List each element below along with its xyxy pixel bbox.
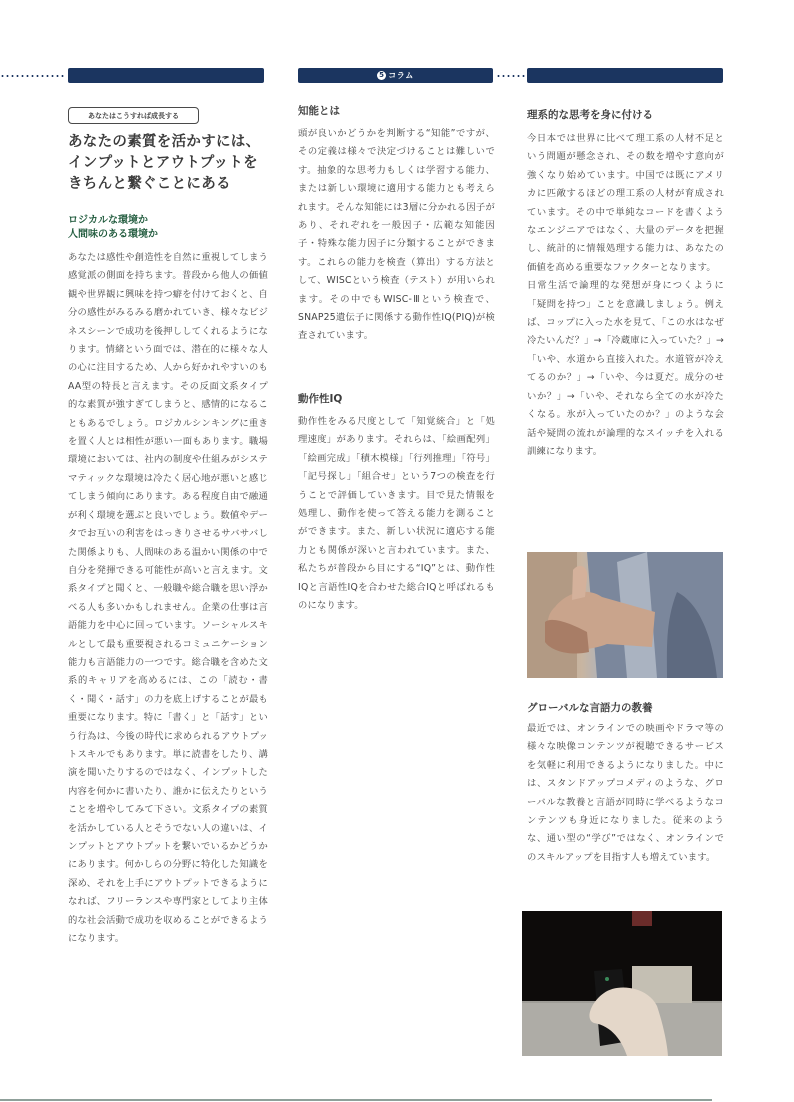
hands-photo-illustration [527,552,723,678]
headline-line: きちんと繋ぐことにある [68,176,231,192]
performance-iq-body-text: 動作性をみる尺度として「知覚統合」と「処理速度」があります。それらは、「絵画配列」「絵画完成」「積木模様」「行列推理」「符号」「記号探し」「組合せ」という7つの検査を行うことで評価していきます。目で見た情報を処理し、動作を使って答える能力を測ることができます。また、新しい状況に適応する能力とも関係が深いと言われています。また、私たちが普段から目にする“IQ”とは、動作性IQと言語性IQを合わせた総合IQと呼ばれるものになります。 [298,416,495,612]
header-bar-left [68,68,264,83]
heading-global-language: グローバルな言語力の教養 [527,702,653,714]
section-tag: あなたはこうすれば成長する [68,107,199,124]
science-thinking-paragraph: 今日本では世界に比べて理工系の人材不足という問題が懸念され、その数を増やす意向が強くなり始めています。中国では既にアメリカに匹敵するほどの理工系の人材が育成されています。その中で単純なコードを書くようなエンジニアではなく、大量のデータを把握し、統計的に情報処理する能力は、あなたの価値を高める重要なファクターとなります。 [527,133,724,273]
headline-line: インプットとアウトプットを [68,155,258,171]
header-bar-column [298,68,493,83]
heading-intelligence: 知能とは [298,105,340,117]
science-thinking-body [527,130,724,461]
hands-clasped-photo [527,552,723,678]
headline-line: あなたの素質を活かすには、 [68,134,261,150]
column-label-text: コラム [388,71,414,80]
header-bar-right [527,68,723,83]
science-thinking-paragraph: 日常生活で論理的な発想が身につくように「疑問を持つ」ことを意識しましょう。例えば、コップに入った水を見て、「この水はなぜ冷たいんだ？」→「冷蔵庫に入っていた？」→「いや、水道から直接入れた。水道管が冷えてるのか？」→「いや、今は夏だ。成分のせいか？」→「いや、それなら全ての水が冷たくなる。氷が入っていたのか？」のような会話や疑問の流れが論理的なスイッチを入れる訓練になります。 [527,280,724,457]
headline [68,132,268,195]
left-body-text: あなたは感性や創造性を自然に重視してしまう感覚派の側面を持ちます。普段から他人の価値観や世界観に興味を持つ癖を付けておくと、自分の感性がみるみる磨かれていき、様々なビジネスシーンで成功を後押ししてくれるようになります。情緒という面では、潜在的に様々な人の心に注目するため、人から好かれやすいのもAA型の特長と言えます。その反面文系タイプ的な素質が強すぎてしまうと、感情的になることもあるでしょう。ロジカルシンキングに重きを置く人とは相性が悪い一面もあります。職場環境においては、社内の制度や仕組みがシステマティックな環境は冷たく居心地が悪いと感じてしまう傾向にあります。ある程度自由で融通が利く環境を選ぶと良いでしょう。数値やデータでお互いの利害をはっきりさせるサバサバした関係よりも、人間味のある温かい関係の中で自分を発揮できる可能性が高いと言えます。文系タイプと聞くと、一般職や総合職を思い浮かべる人も多いかもしれません。企業の仕事は言語能力を中心に回っています。ソーシャルスキルとして最も重要視されるコミュニケーション能力も言語能力の一つです。総合職を含めた文系的キャリアを高めるには、この「読む・書く・聞く・話す」の力を底上げすることが最も重要になります。特に「書く」と「話す」という行為は、今後の時代に求められるアウトプットスキルでもあります。単に読書をしたり、講演を聞いたりするのではなく、インプットした内容を何かに書いたり、誰かに伝えたりということを増やしてみて下さい。文系タイプの素質を活かしている人とそうでない人の違いは、インプットとアウトプットを繋いでいるかどうかにあります。何かしらの分野に特化した知識を深め、それを上手にアウトプットできるようになれば、フリーランスや専門家としてより主体的な社会活動で成功を収めることができるようになります。 [68,252,268,945]
column-number-badge: 5 [379,71,385,79]
column-label [377,70,413,81]
remote-photo-illustration [522,911,722,1056]
heading-science-thinking: 理系的な思考を身に付ける [527,109,653,121]
subheading-line: ロジカルな環境か [68,215,148,226]
intelligence-body-text: 頭が良いかどうかを判断する“知能”ですが、その定義は様々で決定づけることは難しいです。抽象的な思考力もしくは学習する能力、または新しい環境に適用する能力とも考えられます。そんな知能には3層に分かれる因子があり、それぞれを一般因子・広範な知能因子・特殊な能力因子に分類することができます。これらの能力を検査（算出）する方法として、WISCという検査（テスト）が用いられます。その中でもWISC-Ⅲという検査で、SNAP25遺伝子に関係する動作性IQ(PIQ)が検査されています。 [298,128,495,342]
dotted-leader-left [0,75,64,77]
tv-remote-photo [522,911,722,1056]
subheading-line: 人間味のある環境か [68,229,158,240]
dotted-leader-mid [496,75,526,77]
global-language-body-text: 最近では、オンラインでの映画やドラマ等の様々な映像コンテンツが視聴できるサービスを気軽に利用できるようになりました。中には、スタンドアップコメディのような、グローバルな教養と言語が同時に学べるようなコンテンツも身近になりました。従来のような、通い型の“学び”ではなく、オンラインでのスキルアップを目指す人も増えています。 [527,723,724,863]
subheading [68,214,268,242]
footer-rule [0,1099,712,1101]
heading-performance-iq: 動作性IQ [298,393,343,405]
